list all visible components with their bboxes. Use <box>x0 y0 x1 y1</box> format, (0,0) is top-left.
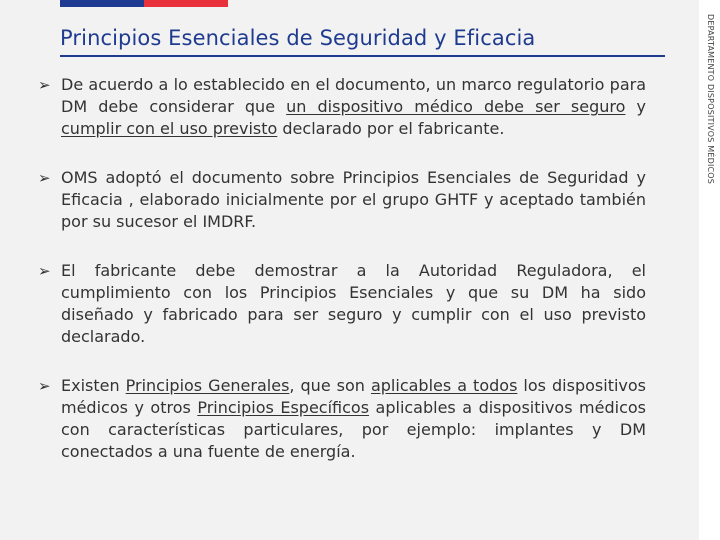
bullet-item <box>38 260 646 348</box>
underlined-phrase: un dispositivo médico debe ser seguro <box>286 97 626 116</box>
underlined-phrase: Principios Específicos <box>197 398 370 417</box>
text-segment: Existen <box>61 376 126 395</box>
text-segment: El fabricante debe demostrar a la Autoridad Reguladora, el cumplimiento con los Principios Esenciales y que su DM ha sido diseñado y fabricado para ser seguro y cumplir con el uso previsto declarado. <box>61 261 646 346</box>
arrow-bullet-icon: ➢ <box>38 262 51 280</box>
text-segment: , que son <box>289 376 371 395</box>
department-label: DEPARTAMENTO DISPOSITIVOS MÉDICOS <box>706 14 715 185</box>
bullet-text <box>61 74 646 140</box>
underlined-phrase: Principios Generales <box>125 376 290 395</box>
bullet-text <box>61 167 646 233</box>
text-segment: De acuerdo a lo establecido en el documento, un marco regulatorio para DM debe considerar que <box>61 75 646 116</box>
text-segment: aplicables a dispositivos médicos con características particulares, por ejemplo: implantes y DM conectados a una fuente de energía. <box>61 398 646 461</box>
flag-blue-segment <box>60 0 144 7</box>
page-title: Principios Esenciales de Seguridad y Eficacia <box>60 26 536 50</box>
side-panel <box>699 0 720 540</box>
underlined-phrase: aplicables a todos <box>370 376 518 395</box>
bullet-text <box>61 260 646 348</box>
text-segment: declarado por el fabricante. <box>277 119 505 138</box>
text-segment: los dispositivos médicos y otros <box>61 376 646 417</box>
bullet-item <box>38 74 646 140</box>
flag-color-bar <box>60 0 228 7</box>
bullet-list <box>38 74 646 490</box>
arrow-bullet-icon: ➢ <box>38 76 51 94</box>
flag-red-segment <box>144 0 228 7</box>
arrow-bullet-icon: ➢ <box>38 169 51 187</box>
bullet-text <box>61 375 646 463</box>
title-underline <box>60 55 665 57</box>
bullet-item <box>38 167 646 233</box>
text-segment: OMS adoptó el documento sobre Principios Esenciales de Seguridad y Eficacia , elaborado inicialmente por el grupo GHTF y aceptado también por su sucesor el IMDRF. <box>61 168 646 231</box>
arrow-bullet-icon: ➢ <box>38 377 51 395</box>
underlined-phrase: cumplir con el uso previsto <box>61 119 278 138</box>
text-segment: y <box>625 97 647 116</box>
bullet-item <box>38 375 646 463</box>
